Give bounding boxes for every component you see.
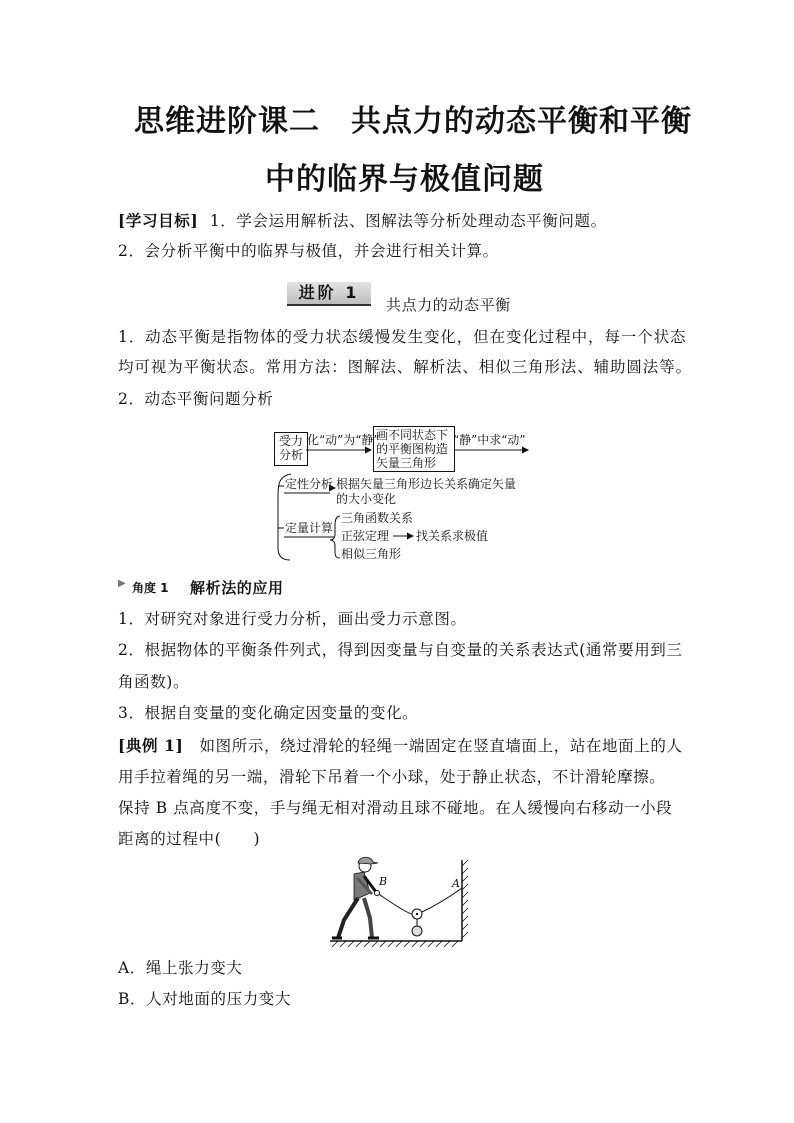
angle-step1: 1．对研究对象进行受力分析，画出受力示意图。: [118, 610, 467, 628]
flow-box1-line2: 分析: [278, 448, 303, 462]
section-heading: 共点力的动态平衡: [386, 296, 511, 314]
angle-step2-line2: 角函数)。: [118, 673, 190, 691]
section-para1-line2: 均可视为平衡状态。常用方法：图解法、解析法、相似三角形法、辅助圆法等。: [118, 358, 693, 376]
flow-branch1-label: 定性分析: [285, 477, 334, 491]
angle-tag: 角度 1: [132, 581, 169, 595]
example-line3: 保持 B 点高度不变，手与绳无相对滑动且球不碰地。在人缓慢向右移动一小段: [118, 799, 673, 817]
objectives-label: [学习目标]: [118, 211, 199, 230]
flow-box-vector-triangle: [373, 426, 455, 472]
example-label: [典例 1]: [118, 736, 184, 755]
example-line4: 距离的过程中( ): [118, 830, 261, 848]
flow-box2-line2: 的平衡图构造: [376, 442, 449, 456]
section-banner-underline: [287, 304, 371, 306]
angle-step2-line1: 2．根据物体的平衡条件列式，得到因变量与自变量的关系表达式(通常要用到三: [118, 641, 683, 659]
flow-branch2-label: 定量计算: [285, 521, 334, 535]
figure-label-b: B: [379, 875, 388, 888]
objectives-item1: 1．学会运用解析法、图解法等分析处理动态平衡问题。: [209, 212, 607, 230]
flow-branch2-item2: 正弦定理: [341, 529, 390, 543]
flow-branch2-arrow-label: 找关系求极值: [416, 529, 489, 543]
flow-box2-line3: 矢量三角形: [376, 456, 437, 470]
flow-box1-line1: 受力: [278, 434, 303, 448]
option-b: B．人对地面的压力变大: [118, 990, 291, 1008]
flow-branch2-item3: 相似三角形: [341, 547, 402, 561]
section-para1-line1: 1．动态平衡是指物体的受力状态缓慢发生变化，但在变化过程中，每一个状态: [118, 328, 687, 346]
angle-tag-marker: ▶: [118, 578, 126, 589]
page-title-line2: 中的临界与极值问题: [265, 162, 544, 197]
flow-box-force-analysis: [274, 432, 308, 466]
example-line1: [118, 738, 683, 755]
flow-branch1-desc-line2: 的大小变化: [336, 492, 397, 506]
flow-arrow2-label: “静”中求“动”: [453, 433, 526, 447]
section-para2: 2．动态平衡问题分析: [118, 390, 274, 408]
flow-arrow1-label: 化“动”为“静”: [307, 433, 380, 447]
angle-step3: 3．根据自变量的变化确定因变量的变化。: [118, 704, 419, 722]
option-a: A．绳上张力变大: [118, 959, 243, 977]
example-line1-text: 如图所示，绕过滑轮的轻绳一端固定在竖直墙面上，站在地面上的人: [183, 737, 683, 755]
angle-heading: 解析法的应用: [190, 579, 284, 597]
objectives-item2: 2．会分析平衡中的临界与极值，并会进行相关计算。: [118, 242, 499, 260]
flow-branch2-item1: 三角函数关系: [341, 511, 414, 525]
example-line2: 用手拉着绳的另一端，滑轮下吊着一个小球，处于静止状态，不计滑轮摩擦。: [118, 768, 666, 786]
page-title-line1: 思维进阶课二 共点力的动态平衡和平衡: [134, 104, 692, 139]
figure-label-a: A: [452, 877, 460, 890]
objectives-line1: [118, 213, 607, 230]
flow-box2-line1: 画不同状态下: [376, 428, 449, 442]
section-banner: 进阶 1: [287, 282, 371, 304]
flow-branch1-desc-line1: 根据矢量三角形边长关系确定矢量: [336, 477, 517, 491]
